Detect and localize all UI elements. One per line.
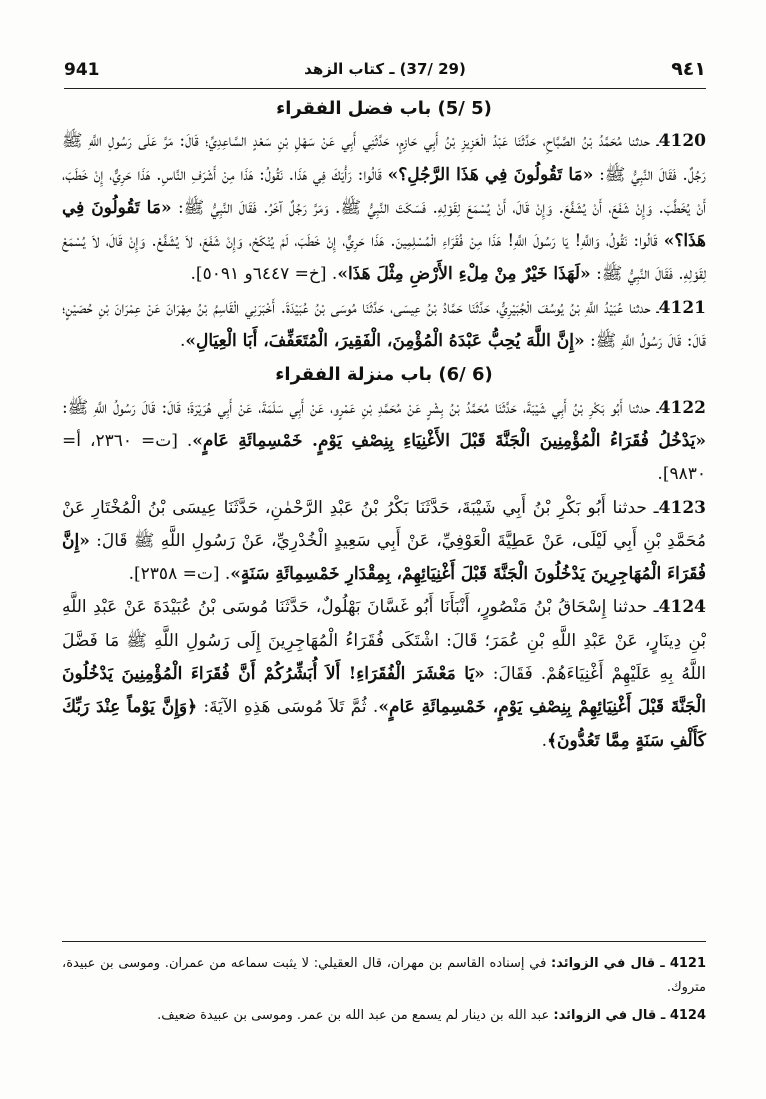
page-number-arabic: ٩٤١ [671, 58, 706, 80]
hadith-quote: «يَدْخُلُ فُقَرَاءُ الْمُؤْمِنِينَ الْجَنَّةَ قَبْلَ الأَغْنِيَاءِ بِنِصْفِ يَوْمٍ. خَمْسِمِائَةِ عَامٍ» [192, 430, 707, 451]
hadith-text: ـ حدثنا أَبُو بَكْرِ بْنُ أَبِي شَيْبَةَ، حَدَّثَنَا مُحَمَّدُ بْنُ بِشْرٍ عَنْ مُحَمَّدِ بْنِ عَمْرٍو، عَنْ أَبِي سَلَمَةَ، عَنْ أَبِي هُرَيْرَةَ؛ قَالَ: قَالَ رَسُولُ اللَّهِ ﷺ: [62, 397, 659, 418]
footnote-4124 [62, 1004, 706, 1028]
hadith-reference: . [ت= ٢٣٦٠، أ= ٩٨٣٠]. [62, 430, 706, 485]
page-header [64, 56, 706, 89]
hadith-quote: «لَهَذَا خَيْرٌ مِنْ مِلْءِ الأَرْضِ مِثْلَ هَذَا» [337, 264, 591, 285]
running-title: (29 /37) ـ كتاب الزهد [304, 60, 466, 78]
page-number-latin: 941 [64, 60, 100, 80]
hadith-quote: «يَا مَعْشَرَ الْفُقَرَاءِ! أَلاَ أُبَشِّرُكُمْ أَنَّ فُقَرَاءَ الْمُؤْمِنِينَ يَدْخُلُونَ الْجَنَّةَ قَبْلَ أَغْنِيَائِهِمْ بِنِصْفِ يَوْمٍ، خَمْسِمِائَةِ عَامٍ» [62, 664, 706, 718]
chapter-title: (6 /6) باب منزلة الفقراء [275, 364, 493, 386]
footnotes [62, 941, 706, 1032]
hadith-quote: «مَا تَقُولُونَ فِي هَذَا الرَّجُلِ؟» [387, 164, 594, 185]
hadith-number: 4120 [658, 131, 706, 152]
hadith-4123 [62, 492, 706, 592]
hadith-4120 [62, 125, 706, 291]
footnote-text: عبد الله بن دينار لم يسمع من عبد الله بن عمر. وموسى بن عبيدة ضعيف. [157, 1008, 554, 1023]
quran-verse: ﴿وَإِنَّ يَوْماً عِنْدَ رَبِّكَ كَأَلْفِ سَنَةٍ مِمَّا تَعُدُّونَ﴾ [62, 697, 706, 751]
hadith-4121 [62, 292, 706, 359]
hadith-text: ـ حدثنا مُحَمَّدُ بْنُ الصَّبَّاحِ، حَدَّثَنَا عَبْدُ الْعَزِيزِ بْنُ أَبِي حَازِمٍ، حَدَّثَنِي أَبِي عَنْ سَهْلِ بْنِ سَعْدٍ السَّاعِدِيِّ؛ قَالَ: مَرَّ عَلَى رَسُولِ اللَّهِ ﷺ رَجُلٌ. فَقَالَ النَّبِيُّ ﷺ: [62, 131, 706, 185]
hadith-reference: . [179, 331, 186, 352]
hadith-text: ـ حدثنا أَبُو بَكْرِ بْنُ أَبِي شَيْبَةَ، حَدَّثَنَا بَكْرُ بْنُ عَبْدِ الرَّحْمٰنِ، حَدَّثَنَا عِيسَى بْنُ الْمُخْتَارِ عَنْ مُحَمَّدِ بْنِ أَبِي لَيْلَى، عَنْ عَطِيَّةَ الْعَوْفِيِّ، عَنْ أَبِي سَعِيدٍ الْخُدْرِيِّ، عَنْ رَسُولِ اللَّهِ ﷺ قَالَ: [62, 497, 706, 551]
hadith-4124 [62, 591, 706, 757]
footnote-label: 4124 ـ قال في الزوائد: [553, 1008, 706, 1023]
hadith-quote: «إِنَّ فُقَرَاءَ الْمُهَاجِرِينَ يَدْخُلُونَ الْجَنَّةَ قَبْلَ أَغْنِيَائِهِمْ، بِمِقْدَارِ خَمْسِمِائَةِ سَنَةٍ» [62, 530, 706, 585]
hadith-reference: . [541, 730, 548, 751]
hadith-number: 4122 [658, 397, 706, 418]
hadith-text: قَالُوا: نَقُولُ، وَاللَّهِ! يَا رَسُولَ اللَّهِ! هَذَا مِنْ فُقَرَاءِ الْمُسْلِمِينَ. هَذَا حَرِيٌّ، إِنْ خَطَبَ، لَمْ يُنْكَحْ، وَإِنْ شَفَعَ، لاَ يُشَفَّعْ. وَإِنْ قَالَ، لاَ يُسْمَعْ لِقَوْلِهِ. فَقَالَ النَّبِيُّ ﷺ: [62, 231, 706, 285]
hadith-text: ـ حدثنا إِسْحَاقُ بْنُ مَنْصُورٍ، أَنْبَأَنَا أَبُو غَسَّانَ بَهْلُولٌ، حَدَّثَنَا مُوسَى بْنُ عُبَيْدَةَ عَنْ عَبْدِ اللَّهِ بْنِ دِينَارٍ، عَنْ عَبْدِ اللَّهِ بْنِ عُمَرَ؛ قَالَ: اشْتَكَى فُقَرَاءُ الْمُهَاجِرِينَ إِلَى رَسُولِ اللَّهِ ﷺ مَا فَضَّلَ اللَّهُ بِهِ عَلَيْهِمْ أَغْنِيَاءَهُمْ. فَقَالَ: [62, 597, 706, 685]
hadith-quote: «إِنَّ اللَّهَ يُحِبُّ عَبْدَهُ الْمُؤْمِنَ، الْفَقِيرَ، الْمُتَعَفِّفَ، أَبَا الْعِيَالِ» [185, 331, 585, 352]
hadith-4122 [62, 392, 706, 492]
hadith-text: . ثُمَّ تَلاَ مُوسَى هَذِهِ الآيَةَ: [197, 697, 379, 718]
main-text [62, 92, 706, 758]
footnote-label: 4121 ـ قال في الزوائد: [551, 956, 707, 971]
hadith-reference: . [ت= ٢٣٥٨]. [128, 564, 231, 585]
hadith-number: 4123 [658, 497, 706, 518]
hadith-quote: «مَا تَقُولُونَ فِي هَذَا؟» [62, 197, 706, 252]
footnote-4121 [62, 952, 706, 1000]
hadith-number: 4124 [658, 597, 706, 618]
hadith-reference: . [خ= ٦٤٤٧و ٥٠٩١]. [190, 264, 338, 285]
hadith-number: 4121 [658, 297, 706, 318]
footnote-text: في إسناده القاسم بن مهران، قال العقيلي: لا يثبت سماعه من عمران. وموسى بن عبيدة، متروك. [62, 956, 706, 995]
hadith-text: قَالُوا: رَأْيَكَ فِي هَذَا. نَقُولُ: هَذَا مِنْ أَشْرَفِ النَّاسِ. هَذَا حَرِيٌّ، إِنْ خَطَبَ، أَنْ يُخَطَّبَ. وَإِنْ شَفَعَ، أَنْ يُشَفَّعَ. وَإِنْ قَالَ، أَنْ يُسْمَعَ لِقَوْلِهِ. فَسَكَتَ النَّبِيُّ ﷺ. وَمَرَّ رَجُلٌ آخَرُ. فَقَالَ النَّبِيُّ ﷺ: [62, 164, 706, 218]
hadith-text: ـ حدثنا عُبَيْدُ اللَّهِ بْنُ يُوسُفَ الْجُبَيْرِيُّ، حَدَّثَنَا حَمَّادُ بْنُ عِيسَى، حَدَّثَنَا مُوسَى بْنُ عُبَيْدَةَ. أَخْبَرَنِي الْقَاسِمُ بْنُ مِهْرَانَ عَنْ عِمْرَانَ بْنِ حُصَيْنٍ؛ قَالَ: قَالَ رَسُولُ اللَّهِ ﷺ: [62, 297, 706, 352]
chapter-title: (5 /5) باب فضل الفقراء [276, 98, 492, 119]
